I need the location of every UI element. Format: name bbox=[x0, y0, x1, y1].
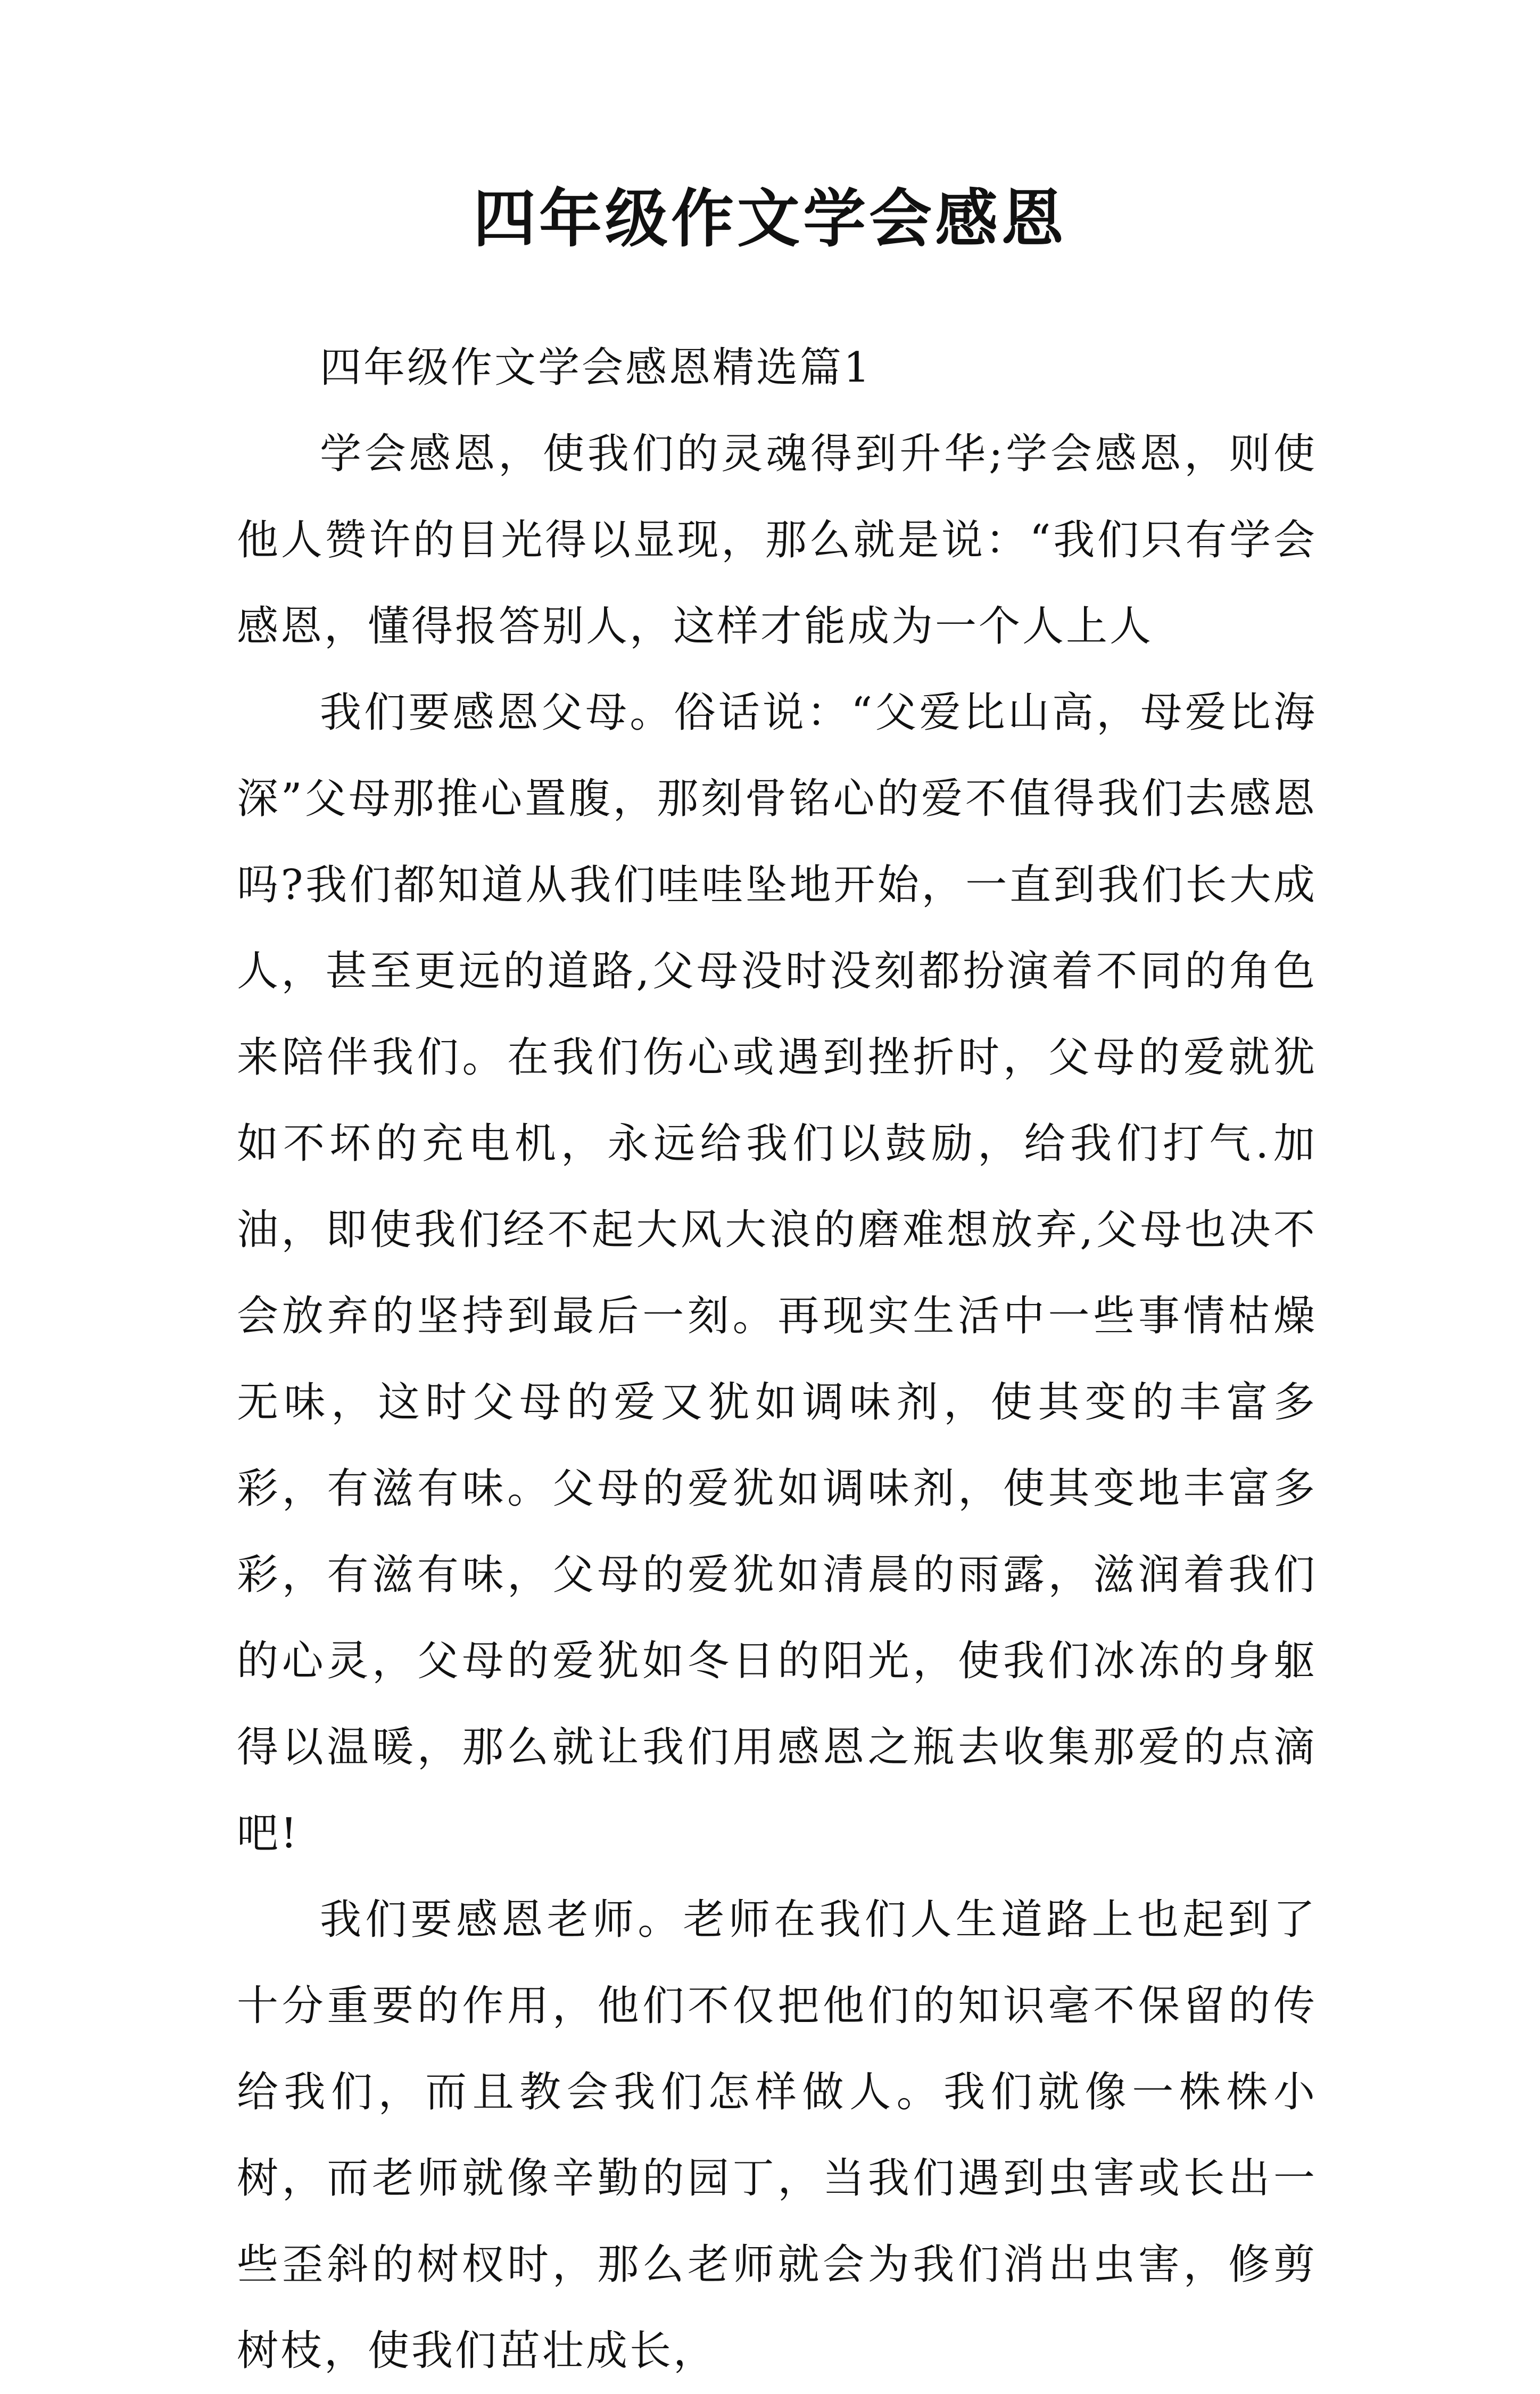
paragraph-teachers: 我们要感恩老师。老师在我们人生道路上也起到了十分重要的作用，他们不仅把他们的知识毫不保留的传给我们，而且教会我们怎样做人。我们就像一株株小树，而老师就像辛勤的园丁，当我们遇到虫害或长出一些歪斜的树杈时，那么老师就会为我们消出虫害，修剪树枝，使我们茁壮成长， bbox=[237, 1896, 1317, 2375]
document-title: 四年级作文学会感恩 bbox=[473, 181, 1067, 255]
section-heading: 四年级作文学会感恩精选篇1 bbox=[320, 344, 872, 392]
paragraph-parents: 我们要感恩父母。俗话说：“父爱比山高，母爱比海深”父母那推心置腹，那刻骨铭心的爱不值得我们去感恩吗?我们都知道从我们哇哇坠地开始，一直到我们长大成人，甚至更远的道路,父母没时没刻都扮演着不同的角色来陪伴我们。在我们伤心或遇到挫折时，父母的爱就犹如不坏的充电机，永远给我们以鼓励，给我们打气.加油，即使我们经不起大风大浪的磨难想放弃,父母也决不会放弃的坚持到最后一刻。再现实生活中一些事情枯燥无味，这时父母的爱又犹如调味剂，使其变的丰富多彩，有滋有味。父母的爱犹如调味剂，使其变地丰富多彩，有滋有味，父母的爱犹如清晨的雨露，滋润着我们的心灵，父母的爱犹如冬日的阳光，使我们冰冻的身躯得以温暖，那么就让我们用感恩之瓶去收集那爱的点滴吧! bbox=[237, 689, 1317, 1858]
document-body bbox=[237, 325, 1317, 2394]
paragraph-intro: 学会感恩，使我们的灵魂得到升华;学会感恩，则使他人赞许的目光得以显现，那么就是说：“我们只有学会感恩，懂得报答别人，这样才能成为一个人上人 bbox=[237, 430, 1317, 650]
